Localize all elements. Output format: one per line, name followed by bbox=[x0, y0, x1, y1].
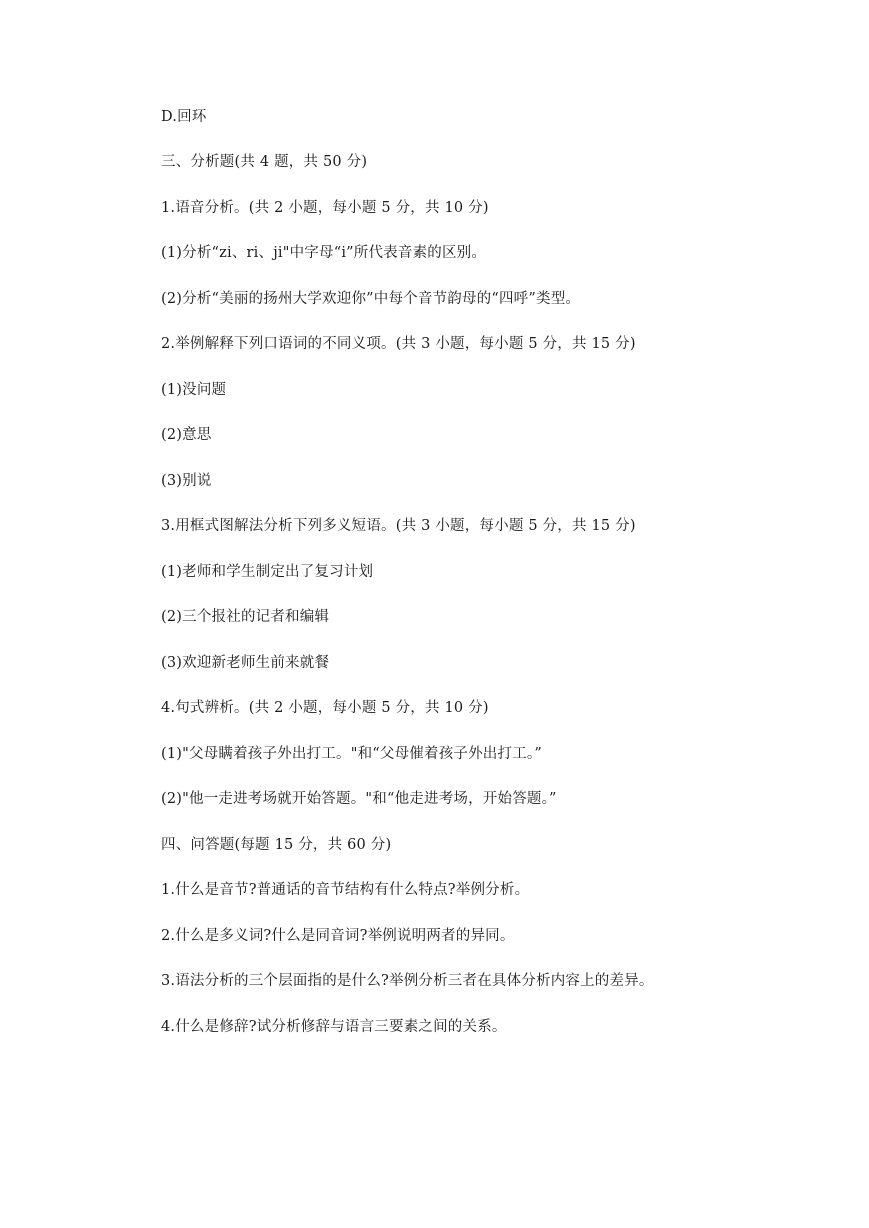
section-three-heading: 三、分析题(共 4 题，共 50 分) bbox=[161, 154, 368, 170]
question-4-title: 4.句式辨析。(共 2 小题，每小题 5 分，共 10 分) bbox=[161, 700, 489, 716]
question-1-title: 1.语音分析。(共 2 小题，每小题 5 分，共 10 分) bbox=[161, 200, 489, 216]
question-4-item-1: (1)"父母瞒着孩子外出打工。"和“父母催着孩子外出打工。” bbox=[161, 746, 542, 762]
question-1-item-2: (2)分析“美丽的扬州大学欢迎你”中每个音节韵母的“四呼”类型。 bbox=[161, 291, 581, 307]
section-four-heading: 四、问答题(每题 15 分，共 60 分) bbox=[161, 837, 392, 853]
essay-question-1: 1.什么是音节?普通话的音节结构有什么特点?举例分析。 bbox=[161, 882, 530, 898]
question-2-item-2: (2)意思 bbox=[161, 427, 212, 443]
question-4-item-2: (2)"他一走进考场就开始答题。"和“他走进考场，开始答题。” bbox=[161, 791, 557, 807]
question-2-title: 2.举例解释下列口语词的不同义项。(共 3 小题，每小题 5 分，共 15 分) bbox=[161, 336, 636, 352]
question-3-item-1: (1)老师和学生制定出了复习计划 bbox=[161, 564, 374, 580]
question-2-item-1: (1)没问题 bbox=[161, 382, 227, 398]
essay-question-4: 4.什么是修辞?试分析修辞与语言三要素之间的关系。 bbox=[161, 1019, 507, 1035]
question-3-item-2: (2)三个报社的记者和编辑 bbox=[161, 609, 330, 625]
question-3-title: 3.用框式图解法分析下列多义短语。(共 3 小题，每小题 5 分，共 15 分) bbox=[161, 518, 636, 534]
question-2-item-3: (3)别说 bbox=[161, 473, 212, 489]
essay-question-3: 3.语法分析的三个层面指的是什么?举例分析三者在具体分析内容上的差异。 bbox=[161, 973, 654, 989]
question-3-item-3: (3)欢迎新老师生前来就餐 bbox=[161, 655, 330, 671]
question-1-item-1: (1)分析“zi、ri、ji"中字母“i”所代表音素的区别。 bbox=[161, 245, 487, 261]
essay-question-2: 2.什么是多义词?什么是同音词?举例说明两者的异同。 bbox=[161, 928, 515, 944]
option-d-line: D.回环 bbox=[161, 109, 207, 125]
